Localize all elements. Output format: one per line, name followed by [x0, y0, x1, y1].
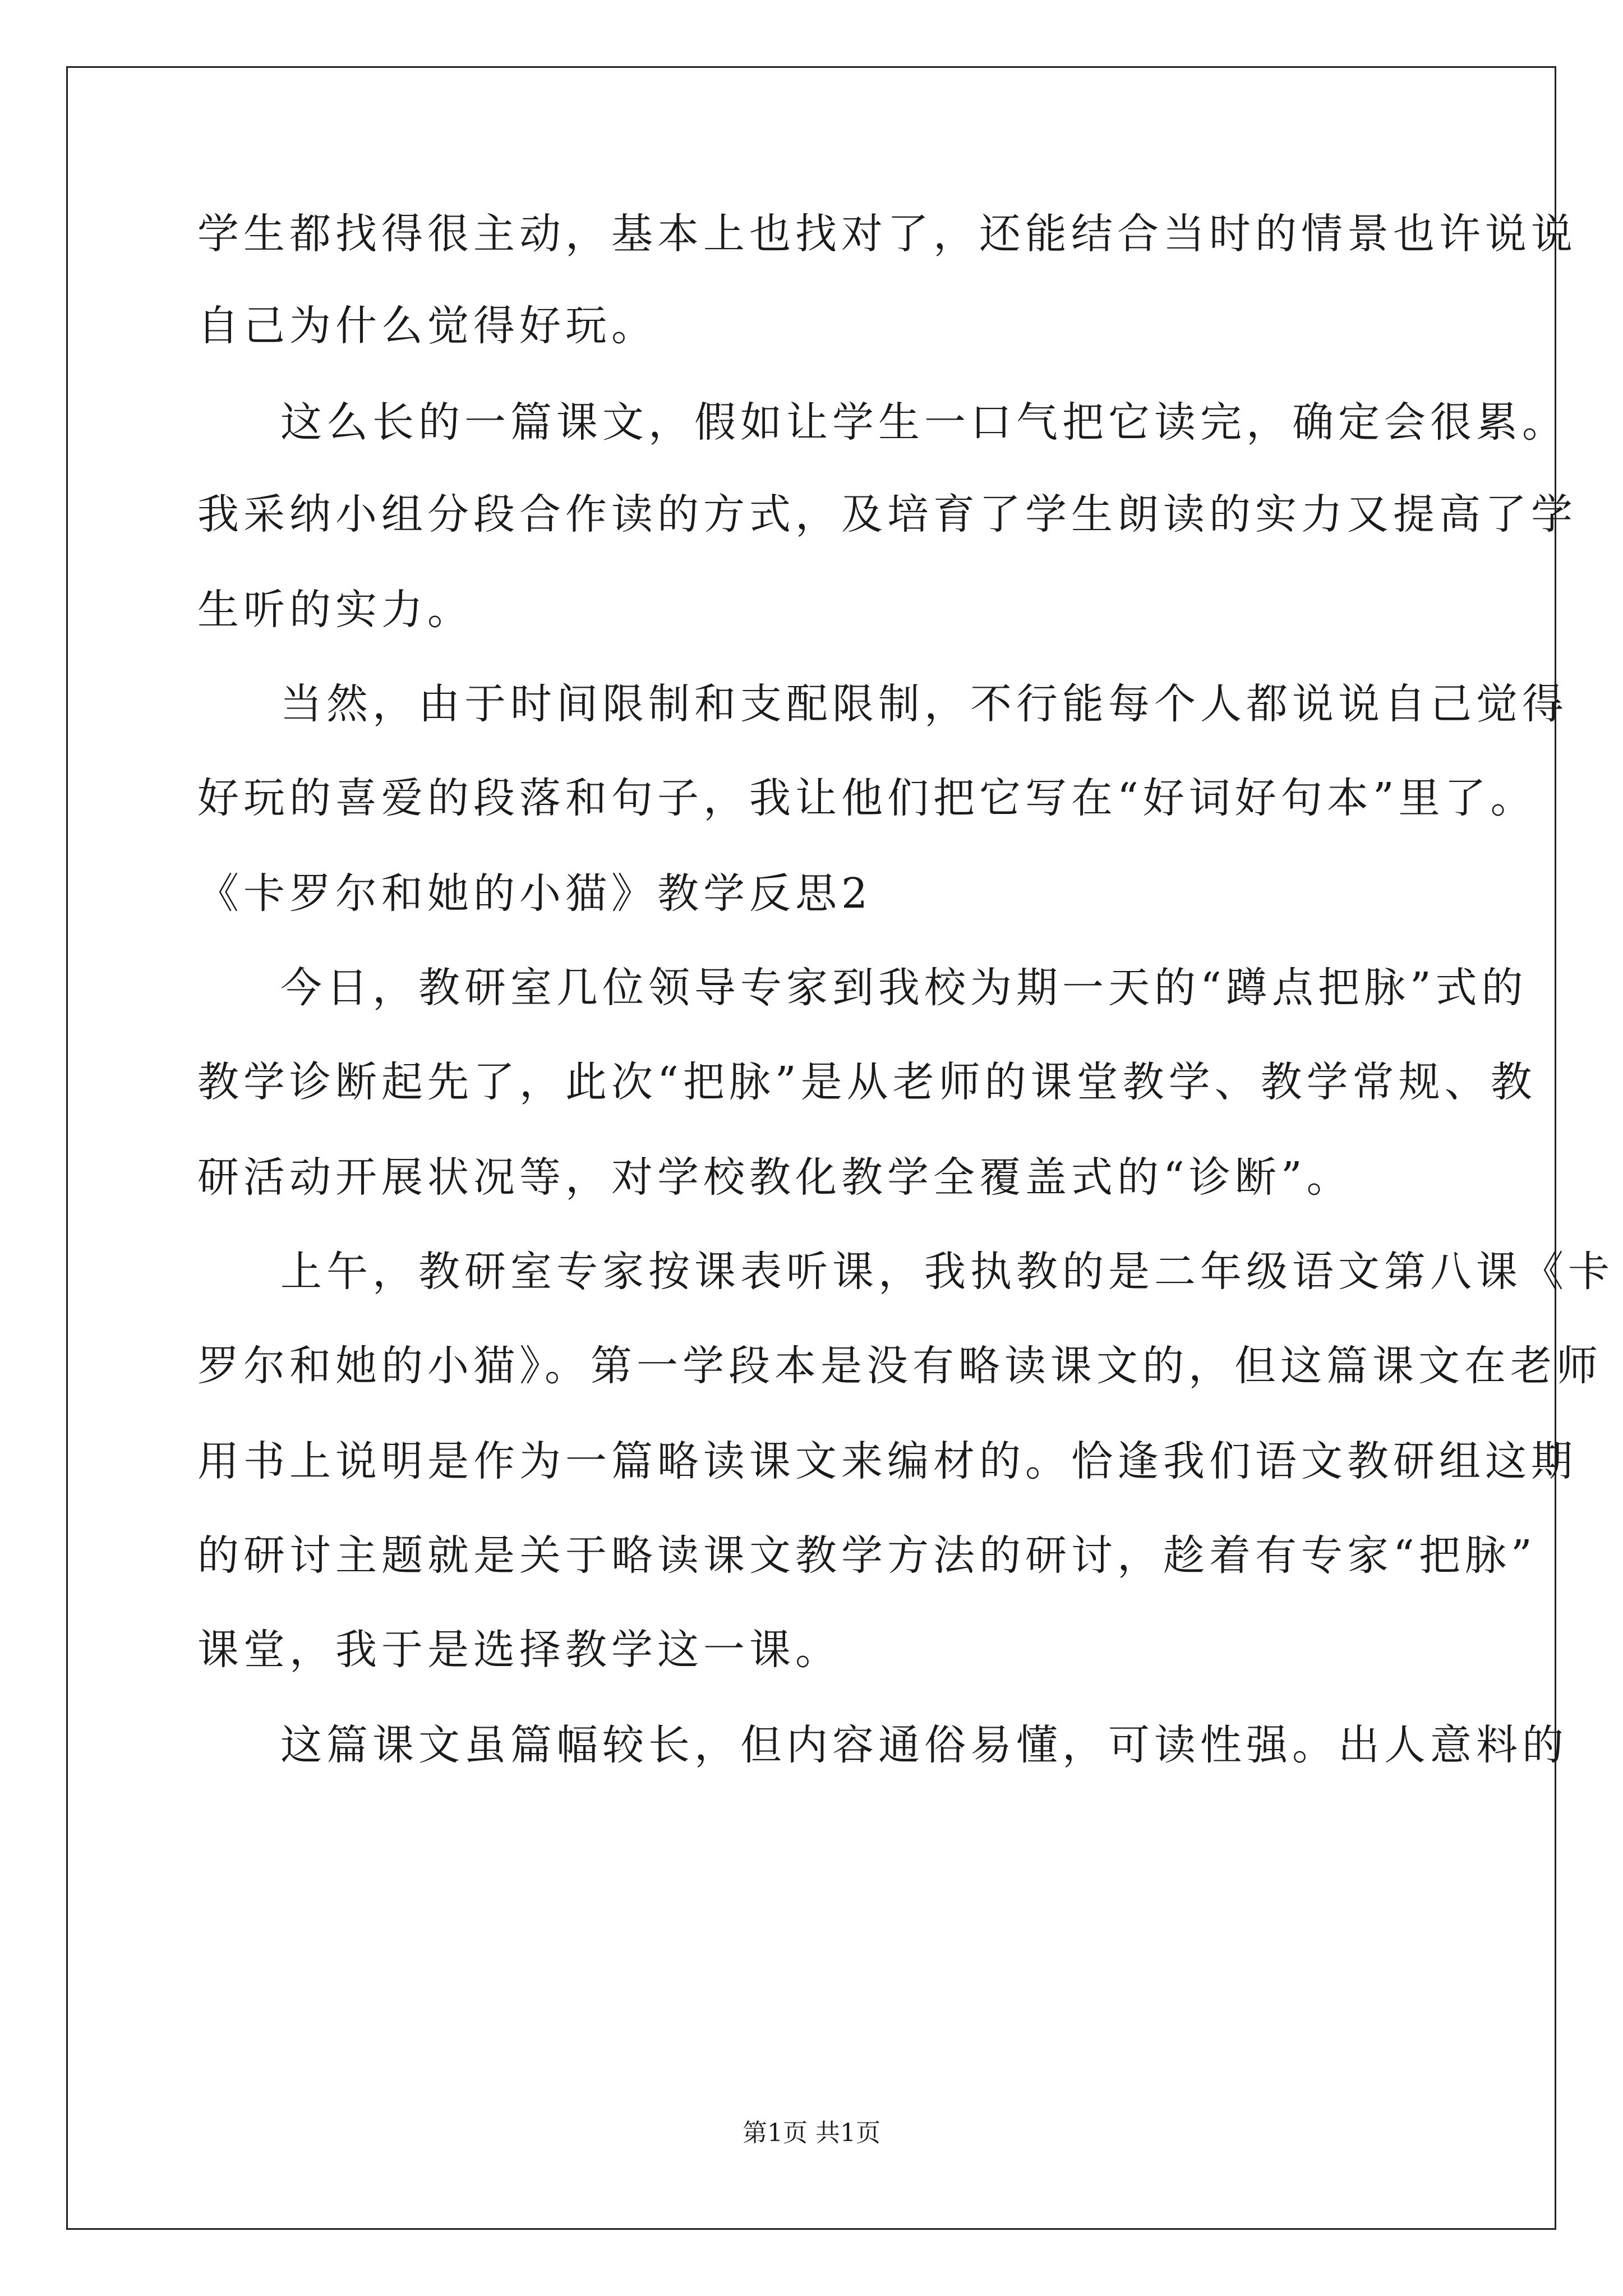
page-footer: 第1页 共1页: [743, 2119, 880, 2147]
text-line: 用书上说明是作为一篇略读课文来编材的。恰逢我们语文教研组这期: [197, 1437, 1577, 1485]
page-border: [66, 66, 1556, 2230]
text-line: 研活动开展状况等，对学校教化教学全覆盖式的“诊断”。: [197, 1153, 1353, 1202]
text-line: 课堂，我于是选择教学这一课。: [197, 1626, 841, 1674]
text-line: 我采纳小组分段合作读的方式，及培育了学生朗读的实力又提高了学: [197, 490, 1577, 539]
paragraph-start-line: 今日，教研室几位领导专家到我校为期一天的“蹲点把脉”式的: [280, 964, 1528, 1012]
text-line: 好玩的喜爱的段落和句子，我让他们把它写在“好词好句本”里了。: [197, 774, 1537, 822]
text-line: 教学诊断起先了，此次“把脉”是从老师的课堂教学、教学常规、教: [197, 1058, 1537, 1106]
text-line: 罗尔和她的小猫》。第一学段本是没有略读课文的，但这篇课文在老师: [197, 1342, 1602, 1390]
text-line: 自己为什么觉得好玩。: [197, 302, 657, 350]
paragraph-start-line: 上午，教研室专家按课表听课，我执教的是二年级语文第八课《卡: [280, 1248, 1614, 1296]
text-line: 的研讨主题就是关于略读课文教学方法的研讨，趁着有专家“把脉”: [197, 1531, 1537, 1580]
text-line: 学生都找得很主动，基本上也找对了，还能结合当时的情景也许说说: [197, 210, 1577, 258]
text-line: 生听的实力。: [197, 586, 473, 634]
paragraph-start-line: 当然，由于时间限制和支配限制，不行能每个人都说说自己觉得: [280, 680, 1568, 728]
section-heading: 《卡罗尔和她的小猫》教学反思2: [197, 869, 873, 918]
paragraph-start-line: 这么长的一篇课文，假如让学生一口气把它读完，确定会很累。: [280, 398, 1568, 447]
paragraph-start-line: 这篇课文虽篇幅较长，但内容通俗易懂，可读性强。出人意料的: [280, 1721, 1568, 1769]
